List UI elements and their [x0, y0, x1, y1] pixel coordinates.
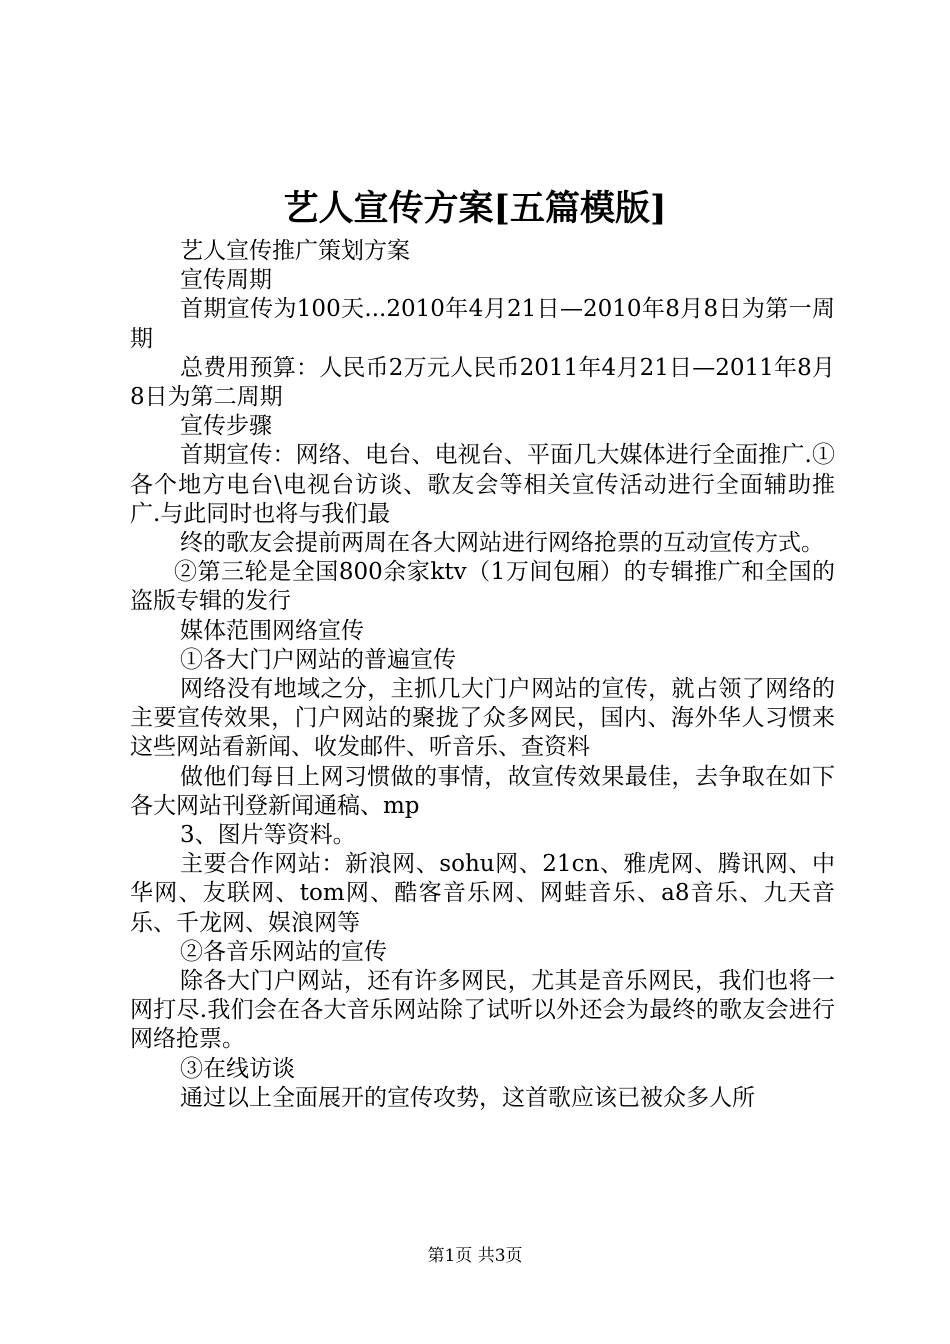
- paragraph: 首期宣传：网络、电台、电视台、平面几大媒体进行全面推广.①各个地方电台\电视台访谈、歌友会等相关宣传活动进行全面辅助推广.与此同时也将与我们最: [130, 442, 835, 527]
- paragraph: 通过以上全面展开的宣传攻势，这首歌应该已被众多人所: [180, 1084, 755, 1111]
- paragraph: 除各大门户网站，还有许多网民，尤其是音乐网民，我们也将一网打尽.我们会在各大音乐网站除了试听以外还会为最终的歌友会进行网络抢票。: [130, 968, 835, 1053]
- paragraph: 宣传周期: [180, 267, 272, 294]
- paragraph: 总费用预算：人民币2万元人民币2011年4月21日—2011年8月8日为第二周期: [130, 354, 835, 411]
- paragraph: ②各音乐网站的宣传: [180, 938, 387, 965]
- document-title: 艺人宣传方案[五篇模版]: [283, 188, 667, 229]
- paragraph: ②第三轮是全国800余家ktv（1万间包厢）的专辑推广和全国的盗版专辑的发行: [130, 559, 835, 615]
- paragraph: 主要合作网站：新浪网、sohu网、21cn、雅虎网、腾讯网、中华网、友联网、tom网、酷客音乐网、网蛙音乐、a8音乐、九天音乐、千龙网、娱浪网等: [130, 851, 835, 936]
- page-number-footer: 第1页 共3页: [427, 1246, 523, 1266]
- paragraph: 网络没有地域之分，主抓几大门户网站的宣传，就占领了网络的主要宣传效果，门户网站的聚拢了众多网民，国内、海外华人习惯来这些网站看新闻、收发邮件、听音乐、查资料: [130, 676, 835, 761]
- paragraph: 媒体范围网络宣传: [180, 617, 364, 644]
- paragraph: ①各大门户网站的普遍宣传: [180, 646, 456, 673]
- paragraph: ③在线访谈: [180, 1055, 295, 1082]
- paragraph: 宣传步骤: [180, 413, 272, 440]
- paragraph: 首期宣传为100天...2010年4月21日—2010年8月8日为第一周期: [130, 296, 835, 352]
- paragraph: 终的歌友会提前两周在各大网站进行网络抢票的互动宣传方式。: [180, 530, 824, 557]
- document-body: [130, 237, 835, 1113]
- paragraph: 3、图片等资料。: [180, 822, 356, 849]
- paragraph: 做他们每日上网习惯做的事情，故宣传效果最佳，去争取在如下各大网站刊登新闻通稿、mp: [130, 763, 835, 819]
- paragraph: 艺人宣传推广策划方案: [180, 238, 410, 264]
